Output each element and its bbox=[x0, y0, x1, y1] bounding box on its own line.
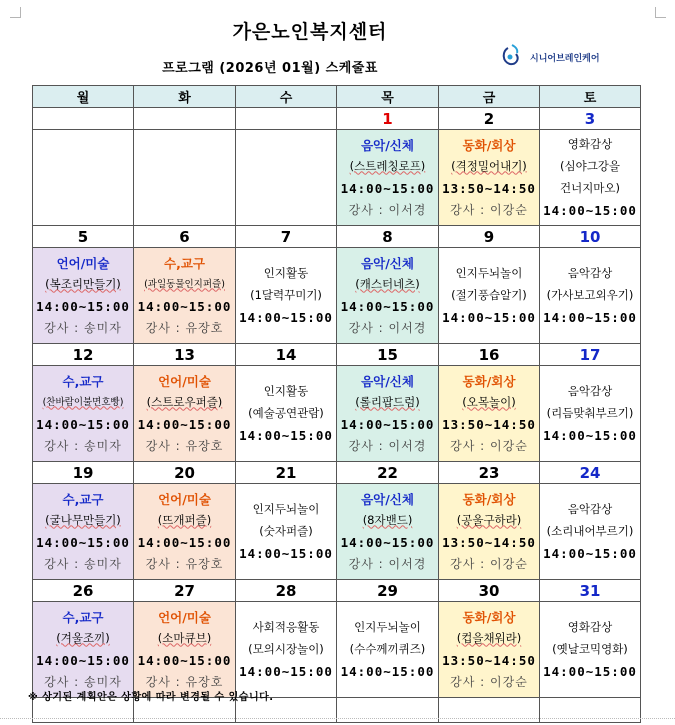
instructor: 강사 : 이서경 bbox=[348, 320, 427, 335]
program-detail: (리듬맞춰부르기) bbox=[546, 406, 634, 420]
date-number: 26 bbox=[33, 580, 134, 602]
program-name: 음악감상 bbox=[567, 502, 613, 516]
weekday-fri: 금 bbox=[439, 86, 540, 108]
activity-cell bbox=[540, 602, 641, 698]
weekday-mon: 월 bbox=[33, 86, 134, 108]
weekday-wed: 수 bbox=[236, 86, 337, 108]
date-number: 15 bbox=[337, 344, 439, 366]
program-detail: (예술공연관람) bbox=[248, 406, 324, 420]
program-detail: (모의시장놀이) bbox=[248, 642, 324, 656]
activity-cell bbox=[337, 248, 439, 344]
date-number: 20 bbox=[134, 462, 236, 484]
activity-cell bbox=[540, 248, 641, 344]
program-category: 수,교구 bbox=[62, 491, 104, 507]
date-number: 3 bbox=[540, 108, 641, 130]
program-time: 14:00~15:00 bbox=[239, 546, 333, 561]
program-time: 13:50~14:50 bbox=[442, 534, 536, 550]
program-detail: (소리내어부르기) bbox=[546, 524, 634, 538]
date-number bbox=[33, 108, 134, 130]
date-number: 2 bbox=[439, 108, 540, 130]
program-name: 인지활동 bbox=[263, 266, 309, 280]
program-time: 13:50~14:50 bbox=[442, 652, 536, 668]
activity-cell bbox=[236, 366, 337, 462]
activity-cell bbox=[337, 130, 439, 226]
instructor: 강사 : 이서경 bbox=[348, 202, 427, 217]
program-time: 14:00~15:00 bbox=[137, 298, 232, 314]
date-number: 30 bbox=[439, 580, 540, 602]
program-topic: (8자밴드) bbox=[362, 512, 413, 527]
program-detail: 건너지마오) bbox=[559, 181, 621, 195]
program-time: 14:00~15:00 bbox=[340, 298, 435, 314]
activity-cell bbox=[33, 248, 134, 344]
program-category: 음악/신체 bbox=[361, 491, 414, 507]
program-time: 14:00~15:00 bbox=[239, 428, 333, 443]
program-time: 14:00~15:00 bbox=[543, 546, 637, 561]
activity-row bbox=[33, 366, 641, 462]
program-category: 언어/미술 bbox=[158, 609, 211, 625]
instructor: 강사 : 유장호 bbox=[145, 320, 224, 335]
date-number: 24 bbox=[540, 462, 641, 484]
date-number: 5 bbox=[33, 226, 134, 248]
instructor: 강사 : 송미자 bbox=[44, 438, 122, 453]
instructor: 강사 : 이강순 bbox=[450, 674, 528, 689]
date-row bbox=[33, 580, 641, 602]
program-time: 13:50~14:50 bbox=[442, 416, 536, 432]
program-topic: (스트로우퍼즐) bbox=[146, 394, 223, 409]
program-topic: (오목놀이) bbox=[462, 394, 516, 409]
program-detail: (수수께끼퀴즈) bbox=[349, 642, 426, 656]
program-name: 사회적응활동 bbox=[252, 620, 320, 634]
date-number bbox=[134, 108, 236, 130]
program-category: 언어/미술 bbox=[158, 491, 211, 507]
program-name: 인지두뇌놀이 bbox=[354, 620, 421, 634]
instructor: 강사 : 송미자 bbox=[44, 556, 122, 571]
date-number: 1 bbox=[337, 108, 439, 130]
activity-cell bbox=[33, 602, 134, 698]
center-title: 가은노인복지센터 bbox=[232, 21, 388, 43]
weekday-header-row bbox=[33, 86, 641, 108]
program-topic: (스트레칭로프) bbox=[349, 158, 426, 173]
activity-cell bbox=[134, 484, 236, 580]
date-number: 19 bbox=[33, 462, 134, 484]
instructor: 강사 : 이강순 bbox=[450, 438, 528, 453]
program-name: 영화감상 bbox=[567, 620, 613, 634]
program-time: 14:00~15:00 bbox=[340, 664, 435, 679]
date-number: 31 bbox=[540, 580, 641, 602]
program-category: 수,교구 bbox=[164, 255, 205, 271]
program-time: 14:00~15:00 bbox=[340, 534, 435, 550]
date-number: 22 bbox=[337, 462, 439, 484]
program-time: 14:00~15:00 bbox=[543, 664, 637, 679]
activity-cell bbox=[540, 484, 641, 580]
date-number: 13 bbox=[134, 344, 236, 366]
program-detail: (1달력꾸미기) bbox=[250, 288, 322, 302]
instructor: 강사 : 송미자 bbox=[44, 320, 122, 335]
date-row bbox=[33, 108, 641, 130]
activity-cell bbox=[439, 130, 540, 226]
activity-cell bbox=[134, 130, 236, 226]
program-category: 음악/신체 bbox=[361, 255, 414, 271]
activity-cell bbox=[439, 366, 540, 462]
activity-row bbox=[33, 248, 641, 344]
weekday-sat: 토 bbox=[540, 86, 641, 108]
program-category: 동화/회상 bbox=[462, 373, 516, 389]
program-time: 14:00~15:00 bbox=[137, 534, 232, 550]
program-category: 동화/회상 bbox=[462, 491, 516, 507]
program-topic: (찬바람이불면호빵) bbox=[42, 396, 124, 408]
program-time: 14:00~15:00 bbox=[137, 652, 232, 668]
change-notice: ※ 상기된 계획안은 상황에 따라 변경될 수 있습니다. bbox=[28, 692, 274, 703]
program-time: 14:00~15:00 bbox=[36, 534, 130, 550]
activity-cell bbox=[337, 366, 439, 462]
program-name: 인지활동 bbox=[263, 384, 309, 398]
date-number: 10 bbox=[540, 226, 641, 248]
program-detail: (가사보고외우기) bbox=[546, 288, 634, 302]
program-topic: (굴나무만들기) bbox=[45, 512, 121, 527]
program-category: 동화/회상 bbox=[462, 609, 516, 625]
program-detail: (숫자퍼즐) bbox=[259, 524, 313, 538]
program-detail: (절기풍습알기) bbox=[451, 288, 527, 302]
program-time: 14:00~15:00 bbox=[543, 310, 637, 325]
date-number: 17 bbox=[540, 344, 641, 366]
logo-text: 시니어브레인케어 bbox=[530, 54, 600, 64]
program-time: 14:00~15:00 bbox=[36, 416, 130, 432]
program-time: 14:00~15:00 bbox=[239, 310, 333, 325]
weekday-thu: 목 bbox=[337, 86, 439, 108]
activity-row bbox=[33, 484, 641, 580]
activity-cell bbox=[236, 484, 337, 580]
activity-cell bbox=[439, 484, 540, 580]
date-number bbox=[236, 108, 337, 130]
program-category: 언어/미술 bbox=[158, 373, 211, 389]
program-time: 14:00~15:00 bbox=[36, 298, 130, 314]
activity-cell bbox=[134, 248, 236, 344]
date-number: 9 bbox=[439, 226, 540, 248]
date-number: 16 bbox=[439, 344, 540, 366]
schedule-table bbox=[32, 85, 641, 723]
activity-cell bbox=[33, 130, 134, 226]
program-time: 14:00~15:00 bbox=[36, 652, 130, 668]
instructor: 강사 : 유장호 bbox=[145, 556, 224, 571]
program-detail: (옛날코믹영화) bbox=[552, 642, 628, 656]
date-number: 29 bbox=[337, 580, 439, 602]
activity-cell bbox=[33, 484, 134, 580]
program-time: 14:00~15:00 bbox=[239, 664, 333, 679]
program-name: 인지두뇌놀이 bbox=[252, 502, 320, 516]
activity-cell bbox=[134, 366, 236, 462]
activity-cell bbox=[236, 602, 337, 698]
program-category: 음악/신체 bbox=[361, 137, 414, 153]
date-number: 21 bbox=[236, 462, 337, 484]
date-number: 23 bbox=[439, 462, 540, 484]
activity-cell bbox=[134, 602, 236, 698]
program-name: 음악감상 bbox=[567, 384, 613, 398]
program-topic: (복조리만들기) bbox=[45, 276, 121, 291]
program-topic: (겨울조끼) bbox=[56, 630, 110, 645]
program-time: 13:50~14:50 bbox=[442, 180, 536, 196]
program-time: 14:00~15:00 bbox=[340, 180, 435, 196]
page-corner-mark-right bbox=[655, 7, 666, 18]
date-number: 12 bbox=[33, 344, 134, 366]
activity-cell bbox=[540, 130, 641, 226]
instructor: 강사 : 이서경 bbox=[348, 556, 427, 571]
program-topic: (공울구하라) bbox=[456, 512, 522, 527]
program-topic: (캐스터네츠) bbox=[355, 276, 420, 291]
program-topic: (과일동물인지퍼즐) bbox=[144, 278, 225, 290]
date-row bbox=[33, 462, 641, 484]
program-category: 동화/회상 bbox=[462, 137, 516, 153]
program-name: 인지두뇌놀이 bbox=[455, 266, 523, 280]
program-topic: (격정밀어내기) bbox=[451, 158, 527, 173]
activity-cell bbox=[439, 248, 540, 344]
instructor: 강사 : 이강순 bbox=[450, 202, 528, 217]
date-row bbox=[33, 344, 641, 366]
date-number: 14 bbox=[236, 344, 337, 366]
program-topic: (롤리팝드럼) bbox=[355, 394, 420, 409]
activity-cell bbox=[439, 602, 540, 698]
program-category: 언어/미술 bbox=[56, 255, 110, 271]
program-topic: (뜨개퍼즐) bbox=[157, 512, 212, 527]
page-divider bbox=[0, 718, 675, 719]
date-number: 27 bbox=[134, 580, 236, 602]
activity-row bbox=[33, 602, 641, 698]
program-category: 수,교구 bbox=[62, 373, 104, 389]
activity-cell bbox=[33, 366, 134, 462]
date-number: 8 bbox=[337, 226, 439, 248]
weekday-tue: 화 bbox=[134, 86, 236, 108]
activity-cell bbox=[236, 248, 337, 344]
instructor: 강사 : 유장호 bbox=[145, 674, 224, 689]
program-detail: (심야그강을 bbox=[559, 159, 621, 173]
program-time: 14:00~15:00 bbox=[340, 416, 435, 432]
instructor: 강사 : 유장호 bbox=[145, 438, 224, 453]
activity-cell bbox=[337, 602, 439, 698]
program-time: 14:00~15:00 bbox=[442, 310, 536, 325]
program-time: 14:00~15:00 bbox=[543, 428, 637, 443]
program-topic: (컵을채워라) bbox=[456, 630, 522, 645]
program-time: 14:00~15:00 bbox=[137, 416, 232, 432]
date-row bbox=[33, 226, 641, 248]
program-name: 영화감상 bbox=[567, 137, 613, 151]
program-time: 14:00~15:00 bbox=[543, 203, 637, 218]
date-number: 7 bbox=[236, 226, 337, 248]
program-category: 음악/신체 bbox=[361, 373, 414, 389]
activity-cell bbox=[540, 366, 641, 462]
program-topic: (소마큐브) bbox=[157, 630, 212, 645]
instructor: 강사 : 이강순 bbox=[450, 556, 528, 571]
activity-row bbox=[33, 130, 641, 226]
instructor: 강사 : 이서경 bbox=[348, 438, 427, 453]
activity-cell bbox=[236, 130, 337, 226]
schedule-subtitle: 프로그램 (2026년 01월) 스케줄표 bbox=[162, 61, 378, 76]
activity-cell bbox=[337, 484, 439, 580]
instructor: 강사 : 송미자 bbox=[44, 674, 122, 689]
date-number: 6 bbox=[134, 226, 236, 248]
program-name: 음악감상 bbox=[567, 266, 613, 280]
date-number: 28 bbox=[236, 580, 337, 602]
program-category: 수,교구 bbox=[62, 609, 104, 625]
